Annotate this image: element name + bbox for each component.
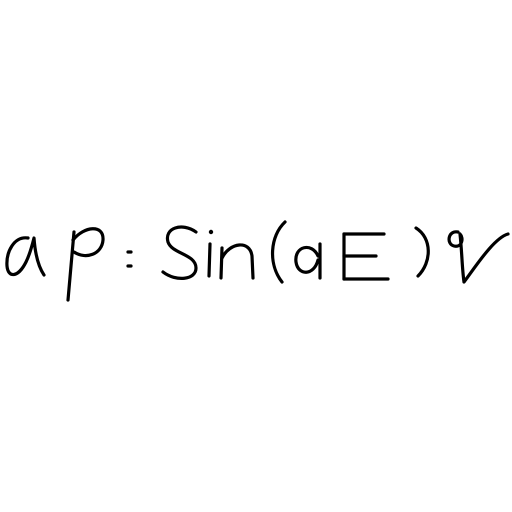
glyph-right-paren — [416, 228, 428, 276]
glyph-v — [449, 232, 508, 282]
glyph-p — [68, 229, 103, 300]
glyph-alpha — [7, 238, 44, 275]
glyph-s — [163, 227, 196, 278]
glyph-a — [296, 244, 320, 278]
glyph-equals — [128, 252, 131, 266]
glyph-i — [209, 230, 213, 276]
glyph-n — [221, 245, 253, 278]
glyph-left-paren — [273, 222, 285, 282]
glyph-E — [344, 234, 388, 279]
